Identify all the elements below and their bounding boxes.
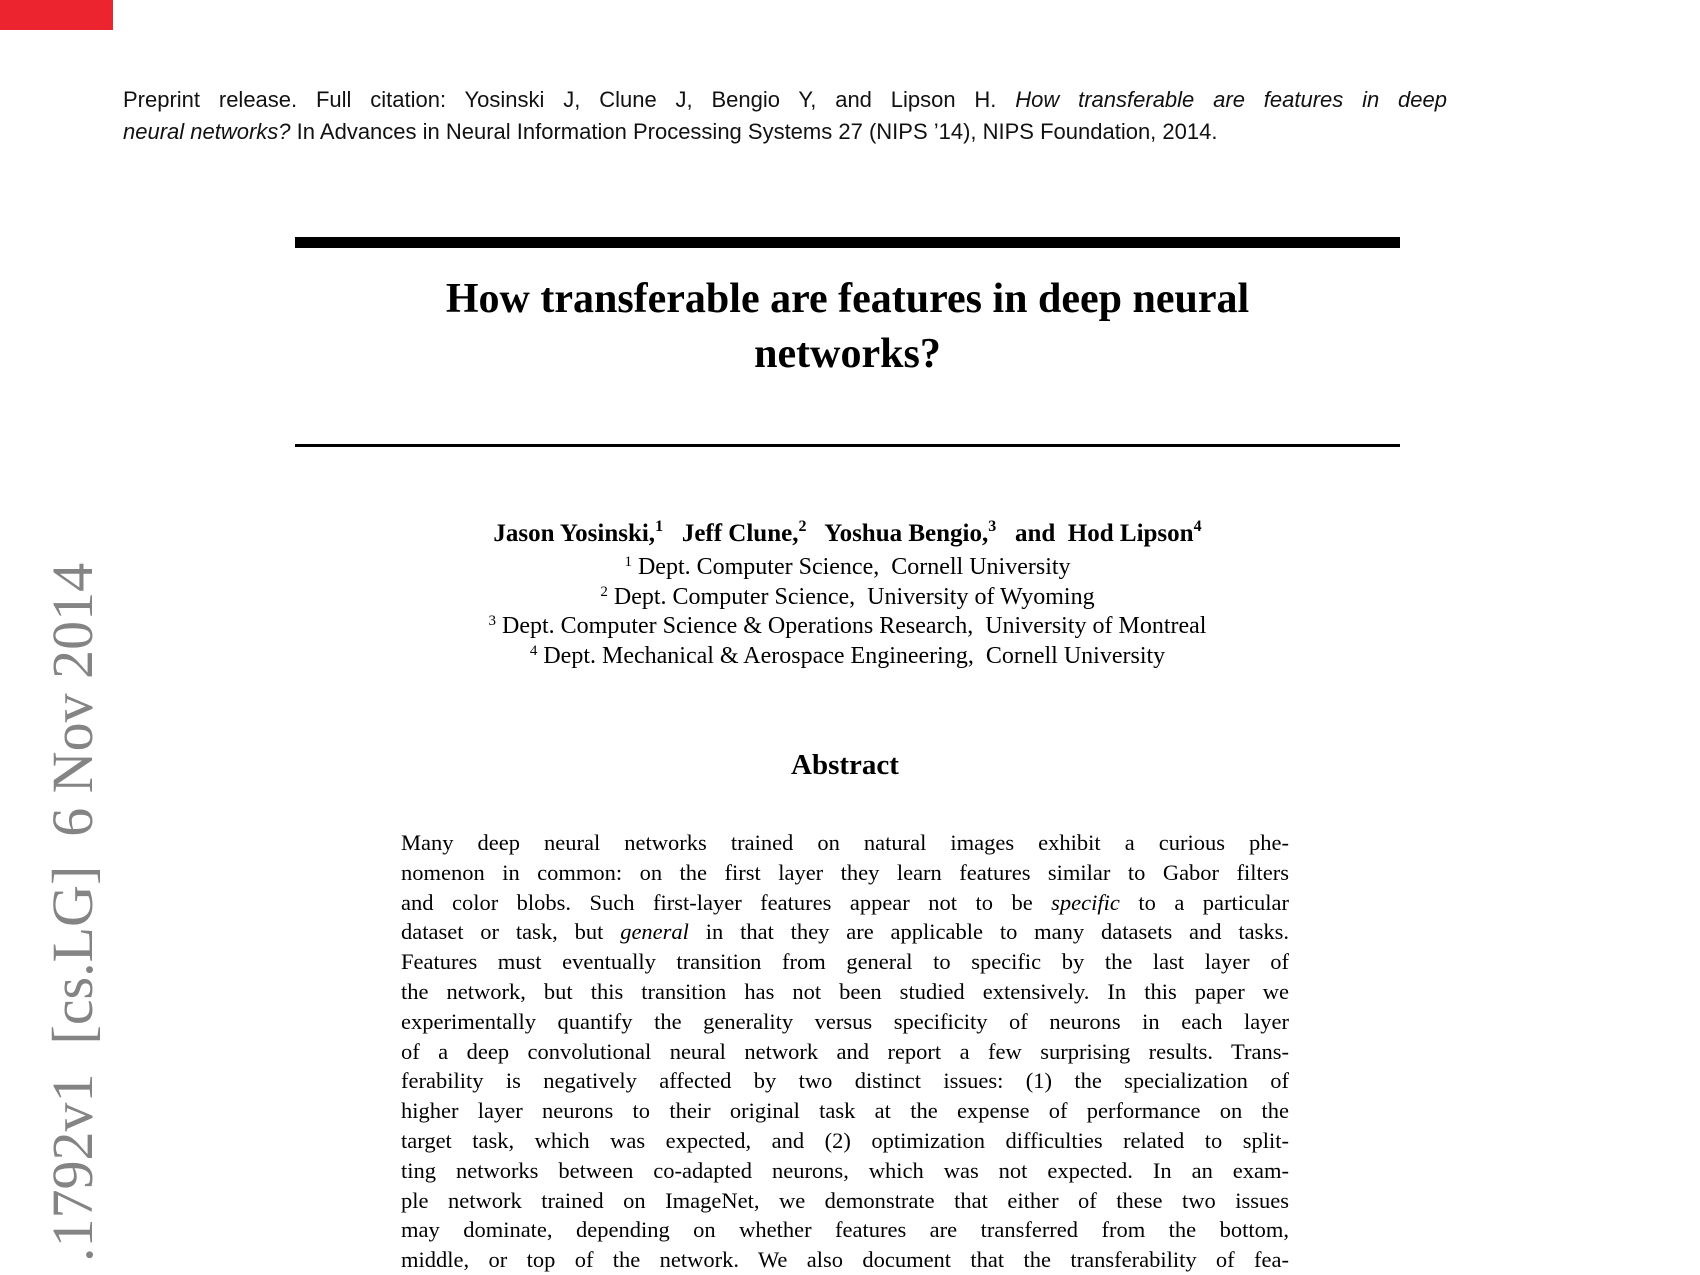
author-name: Jeff Clune,: [681, 520, 799, 547]
paper-title: [295, 272, 1400, 382]
abstract-emphasis: specific: [1051, 889, 1120, 915]
abstract-segment: experimentally quantify the generality versus specificity of neurons in each layer: [401, 1008, 1289, 1034]
paper-title-line-2: networks?: [754, 331, 941, 377]
affiliation-line: [295, 637, 1400, 667]
abstract-line: [401, 1245, 1289, 1275]
abstract-line: [401, 858, 1289, 888]
abstract-segment: to a particular: [1119, 889, 1289, 915]
abstract-segment: ferability is negatively affected by two distinct issues: (1) the specialization of: [401, 1068, 1289, 1094]
citation-title-italic-cont: neural networks?: [123, 119, 291, 144]
abstract-segment: ting networks between co-adapted neurons, which was not expected. In an exam-: [401, 1157, 1289, 1183]
abstract-line: [401, 888, 1289, 918]
abstract-line: [401, 1186, 1289, 1216]
abstract-line: [401, 1156, 1289, 1186]
author-affiliation-ref: 4: [1193, 518, 1202, 535]
affiliation-text: Dept. Computer Science, Cornell University: [631, 554, 1071, 580]
abstract-line: [401, 1007, 1289, 1037]
abstract-segment: dataset or task, but: [401, 919, 621, 945]
title-rule-top: [295, 237, 1400, 248]
red-marker: [0, 0, 113, 30]
abstract-segment: higher layer neurons to their original task at the expense of performance on the: [401, 1098, 1289, 1124]
author-name: Jason Yosinski,: [493, 520, 656, 547]
abstract-line: [401, 947, 1289, 977]
abstract-emphasis: general: [620, 919, 689, 945]
paper-title-line-1: How transferable are features in deep neural: [445, 276, 1250, 322]
author-affiliation-ref: 1: [655, 518, 664, 535]
title-rule-bottom: [295, 444, 1400, 447]
abstract-line: [401, 1215, 1289, 1245]
affiliation-number: 3: [488, 613, 496, 629]
citation-line-2: [123, 116, 1447, 148]
affiliation-line: [295, 548, 1400, 578]
affiliation-line: [295, 578, 1400, 608]
affiliation-number: 1: [624, 554, 632, 570]
affiliation-number: 4: [529, 642, 538, 659]
abstract-segment: may dominate, depending on whether features are transferred from the bottom,: [401, 1217, 1289, 1243]
abstract-segment: Many deep neural networks trained on natural images exhibit a curious phe-: [401, 830, 1289, 855]
arxiv-stamp: .1792v1 [cs.LG] 6 Nov 2014: [40, 562, 105, 1262]
abstract-line: [401, 917, 1289, 947]
citation-line-1: [123, 84, 1447, 116]
abstract-segment: Features must eventually transition from general to specific by the last layer of: [401, 949, 1289, 975]
abstract-line: [401, 1066, 1289, 1096]
affiliation-text: Dept. Computer Science & Operations Research, University of Montreal: [496, 613, 1207, 639]
author-name: Yoshua Bengio,: [824, 520, 989, 547]
abstract-segment: target task, which was expected, and (2) optimization difficulties related to split-: [401, 1127, 1289, 1153]
abstract-segment: middle, or top of the network. We also document that the transferability of fea-: [401, 1247, 1289, 1273]
citation-title-italic: How transferable are features in deep: [1015, 87, 1447, 112]
affiliation-list: [295, 548, 1400, 669]
author-affiliation-ref: 3: [988, 518, 997, 535]
preprint-citation: [123, 84, 1447, 148]
abstract-text: [401, 828, 1289, 1275]
abstract-segment: the network, but this transition has not been studied extensively. In this paper we: [401, 978, 1289, 1004]
abstract-segment: and color blobs. Such first-layer features appear not to be: [401, 889, 1052, 915]
citation-text: Preprint release. Full citation: Yosinski J, Clune J, Bengio Y, and Lipson H.: [123, 87, 1016, 112]
author-list: [295, 512, 1400, 549]
abstract-line: [401, 1096, 1289, 1126]
abstract-line: [401, 1126, 1289, 1156]
author-name: and Hod Lipson: [1015, 520, 1194, 547]
affiliation-text: Dept. Mechanical & Aerospace Engineering, Cornell University: [537, 642, 1166, 669]
citation-text-cont: In Advances in Neural Information Processing Systems 27 (NIPS ’14), NIPS Foundation, 2014.: [290, 119, 1218, 144]
abstract-segment: of a deep convolutional neural network and report a few surprising results. Trans-: [401, 1038, 1289, 1064]
abstract-line: [401, 828, 1289, 858]
abstract-line: [401, 1037, 1289, 1067]
abstract-segment: ple network trained on ImageNet, we demonstrate that either of these two issues: [401, 1187, 1289, 1213]
affiliation-text: Dept. Computer Science, University of Wyoming: [607, 583, 1095, 610]
affiliation-line: [295, 607, 1400, 637]
affiliation-number: 2: [600, 583, 608, 600]
abstract-segment: nomenon in common: on the first layer they learn features similar to Gabor filters: [401, 859, 1289, 885]
author-affiliation-ref: 2: [798, 518, 807, 535]
abstract-line: [401, 977, 1289, 1007]
abstract-segment: in that they are applicable to many datasets and tasks.: [688, 919, 1289, 945]
abstract-section: [401, 748, 1289, 1275]
abstract-heading: Abstract: [791, 749, 899, 781]
